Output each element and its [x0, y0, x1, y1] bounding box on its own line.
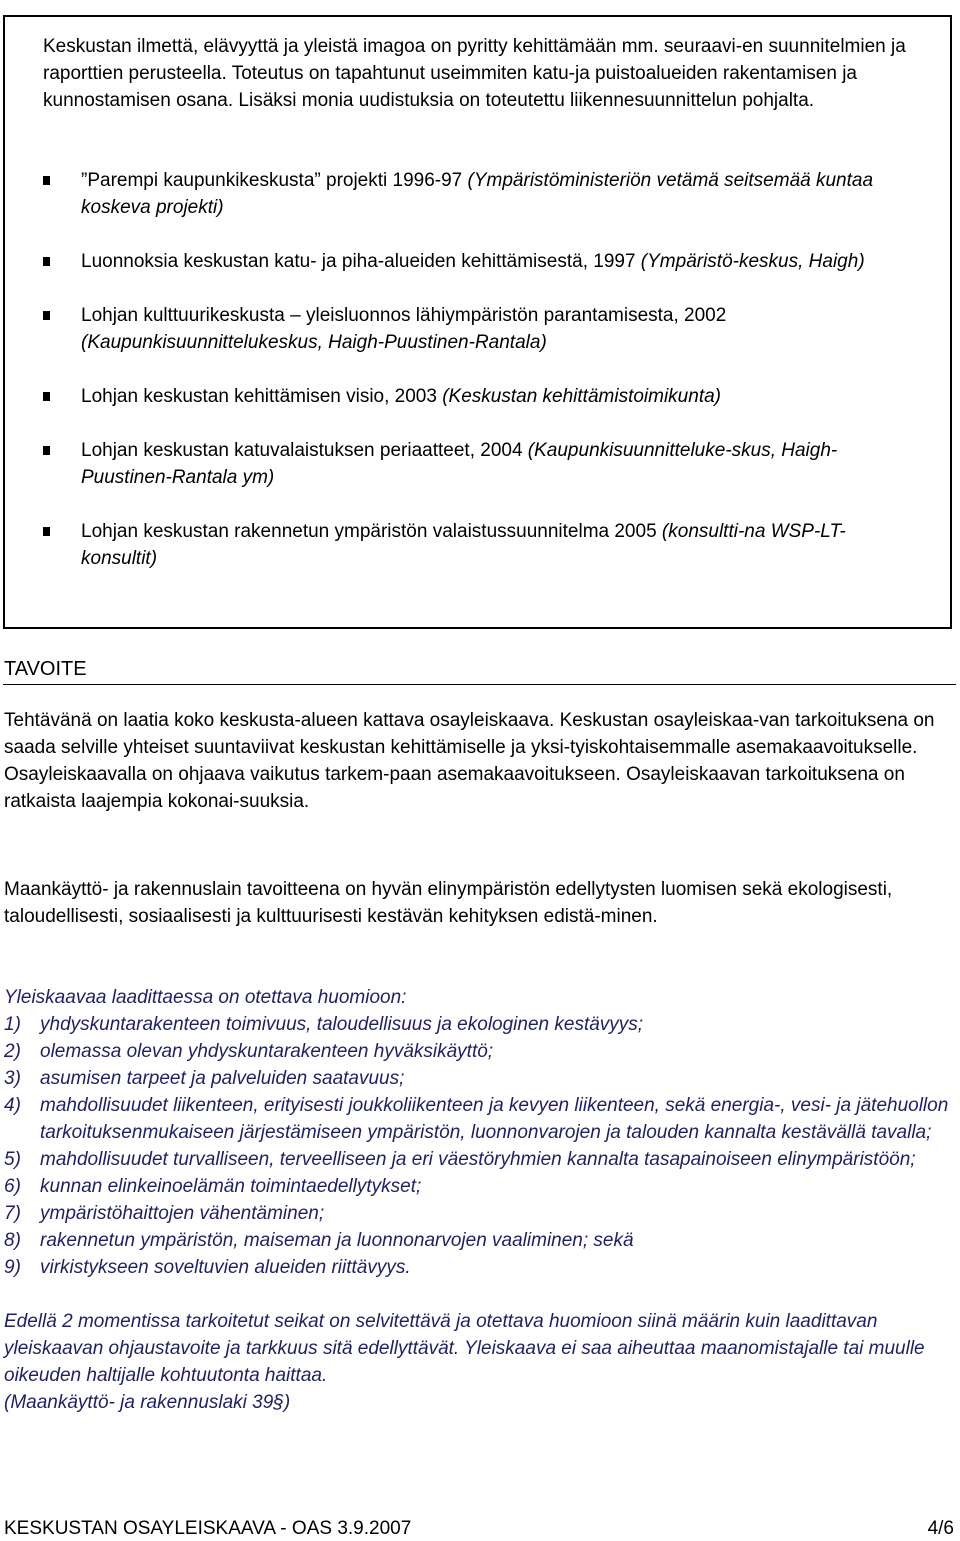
- list-item: [4, 1200, 956, 1227]
- project-note: (Kaupunkisuunnitteluke-skus, Haigh-Puustinen-Rantala ym): [81, 440, 838, 488]
- item-text: ympäristöhaittojen vähentäminen;: [40, 1203, 325, 1224]
- law-goal-paragraph: Maankäyttö- ja rakennuslain tavoitteena on hyvän elinympäristön edellytysten luomisen sekä ekologisesti, taloudellisesti, sosiaalisesti ja kulttuurisesti kestävän kehityksen edistä-minen.: [4, 879, 893, 927]
- item-number: 8): [4, 1230, 21, 1251]
- project-note: (Ympäristö-keskus, Haigh): [640, 251, 865, 272]
- item-number: 2): [4, 1041, 21, 1062]
- list-item: [41, 383, 921, 410]
- square-bullet-icon: [43, 392, 50, 401]
- list-item: [4, 1173, 956, 1200]
- item-number: 9): [4, 1257, 21, 1278]
- square-bullet-icon: [43, 257, 50, 266]
- page-number: 4/6: [927, 1518, 954, 1539]
- project-title: Lohjan keskustan kehittämisen visio, 2003: [81, 386, 443, 407]
- project-list: [41, 167, 921, 572]
- list-item: [41, 518, 921, 572]
- list-item: [4, 1092, 956, 1146]
- item-text: mahdollisuudet turvalliseen, terveelliseen ja eri väestöryhmien kannalta tasapainoiseen elinympäristöön;: [40, 1149, 916, 1170]
- legal-source: (Maankäyttö- ja rakennuslaki 39§): [4, 1392, 291, 1413]
- item-text: kunnan elinkeinoelämän toimintaedellytykset;: [40, 1176, 422, 1197]
- section-heading: TAVOITE: [4, 658, 87, 680]
- list-item: [4, 1227, 956, 1254]
- legal-quote: [4, 984, 956, 1416]
- square-bullet-icon: [43, 176, 50, 185]
- list-item: [4, 1065, 956, 1092]
- item-text: mahdollisuudet liikenteen, erityisesti joukkoliikenteen ja kevyen liikenteen, sekä energia-, vesi- ja jätehuollon tarkoituksenmukaiseen järjestämiseen ympäristön, luonnonvarojen ja talouden kannalta kestävällä tavalla;: [40, 1095, 949, 1143]
- section-divider: [3, 684, 956, 685]
- item-number: 5): [4, 1149, 21, 1170]
- list-item: [41, 302, 921, 356]
- project-title: Lohjan keskustan rakennetun ympäristön valaistussuunnitelma 2005: [81, 521, 662, 542]
- square-bullet-icon: [43, 527, 50, 536]
- legal-note-text: Edellä 2 momentissa tarkoitetut seikat on selvitettävä ja otettava huomioon siinä määrin kuin laadittavan yleiskaavan ohjaustavoite ja tarkkuus sitä edellyttävät. Yleiskaava ei saa aiheuttaa maanomistajalle tai muulle oikeuden haltijalle kohtuutonta haittaa.: [4, 1311, 925, 1386]
- legal-intro: Yleiskaavaa laadittaessa on otettava huomioon:: [4, 987, 407, 1008]
- list-item: [41, 437, 921, 491]
- footer-title: KESKUSTAN OSAYLEISKAAVA - OAS 3.9.2007: [4, 1518, 412, 1539]
- item-text: yhdyskuntarakenteen toimivuus, taloudellisuus ja ekologinen kestävyys;: [40, 1014, 644, 1035]
- item-text: olemassa olevan yhdyskuntarakenteen hyväksikäyttö;: [40, 1041, 494, 1062]
- project-title: ”Parempi kaupunkikeskusta” projekti 1996-97: [81, 170, 468, 191]
- list-item: [4, 1011, 956, 1038]
- project-note: (konsultti-na WSP-LT-konsultit): [81, 521, 846, 569]
- square-bullet-icon: [43, 446, 50, 455]
- list-item: [41, 167, 921, 221]
- list-item: [4, 1146, 956, 1173]
- project-note: (Keskustan kehittämistoimikunta): [442, 386, 721, 407]
- intro-paragraph: Keskustan ilmettä, elävyyttä ja yleistä imagoa on pyritty kehittämään mm. seuraavi-en suunnitelmien ja raporttien perusteella. Toteutus on tapahtunut useimmiten katu-ja puistoalueiden rakentamisen ja kunnostamisen osana. Lisäksi monia uudistuksia on toteutettu liikennesuunnittelun pohjalta.: [43, 36, 906, 111]
- item-number: 1): [4, 1014, 21, 1035]
- square-bullet-icon: [43, 311, 50, 320]
- legal-list: [4, 1011, 956, 1281]
- item-text: asumisen tarpeet ja palveluiden saatavuus;: [40, 1068, 405, 1089]
- list-item: [4, 1254, 956, 1281]
- project-title: Lohjan kulttuurikeskusta – yleisluonnos lähiympäristön parantamisesta, 2002: [81, 305, 727, 326]
- project-title: Luonnoksia keskustan katu- ja piha-alueiden kehittämisestä, 1997: [81, 251, 641, 272]
- list-item: [41, 248, 921, 275]
- item-text: rakennetun ympäristön, maiseman ja luonnonarvojen vaaliminen; sekä: [40, 1230, 634, 1251]
- project-note: (Ympäristöministeriön vetämä seitsemää kuntaa koskeva projekti): [81, 170, 874, 218]
- intro-box: [3, 15, 952, 629]
- item-number: 7): [4, 1203, 21, 1224]
- item-text: virkistykseen soveltuvien alueiden riittävyys.: [40, 1257, 411, 1278]
- goal-paragraph: Tehtävänä on laatia koko keskusta-alueen kattava osayleiskaava. Keskustan osayleiskaa-van tarkoituksena on saada selville yhteiset suuntaviivat keskustan kehittämiselle ja yksi-tyiskohtaisemmalle asemakaavoitukselle. Osayleiskaavalla on ohjaava vaikutus tarkem-paan asemakaavoitukseen. Osayleiskaavan tarkoituksena on ratkaista laajempia kokonai-suuksia.: [4, 710, 935, 812]
- project-title: Lohjan keskustan katuvalaistuksen periaatteet, 2004: [81, 440, 528, 461]
- project-note: (Kaupunkisuunnittelukeskus, Haigh-Puustinen-Rantala): [81, 332, 547, 353]
- list-item: [4, 1038, 956, 1065]
- legal-note: [4, 1308, 956, 1416]
- item-number: 3): [4, 1068, 21, 1089]
- item-number: 6): [4, 1176, 21, 1197]
- item-number: 4): [4, 1095, 21, 1116]
